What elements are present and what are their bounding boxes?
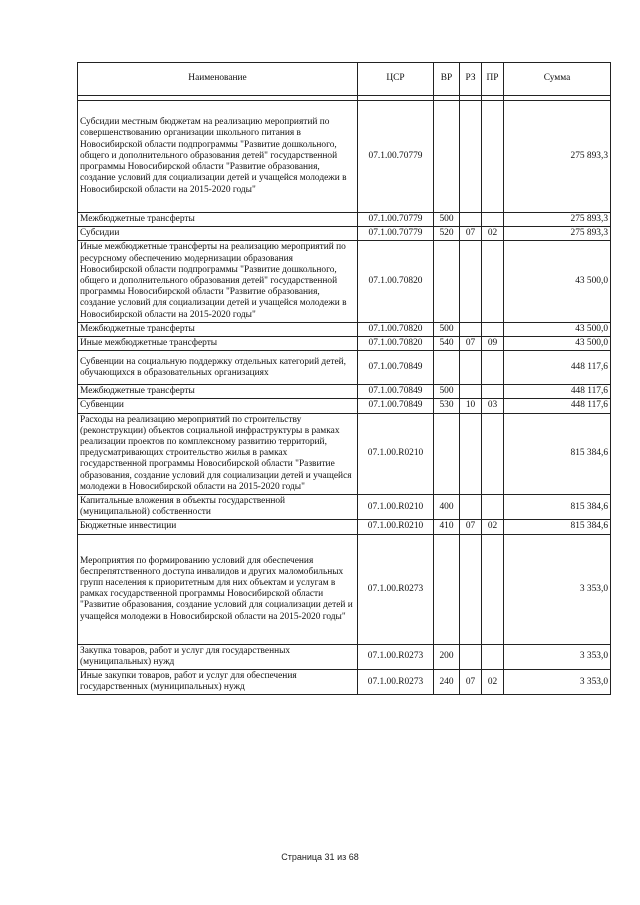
row-pr	[482, 495, 504, 520]
row-vr: 500	[434, 213, 460, 227]
row-rz: 10	[460, 399, 482, 413]
row-csr: 07.1.00.70820	[358, 337, 434, 351]
row-csr: 07.1.00.R0210	[358, 495, 434, 520]
row-sum: 815 384,6	[504, 495, 611, 520]
row-csr: 07.1.00.R0210	[358, 413, 434, 494]
row-pr: 09	[482, 337, 504, 351]
row-rz	[460, 101, 482, 213]
row-pr: 02	[482, 520, 504, 534]
row-csr: 07.1.00.70820	[358, 322, 434, 336]
table-row	[78, 322, 611, 336]
table-row	[78, 399, 611, 413]
row-sum: 815 384,6	[504, 520, 611, 534]
table-row	[78, 385, 611, 399]
row-sum: 3 353,0	[504, 644, 611, 669]
row-name: Мероприятия по формированию условий для обеспечения беспрепятственного доступа инвалидов и других маломобильных групп населения к приоритетным для них объектам и услугам в рамках государственной программы Новосибирской области "Развитие образования, создание условий для социализации детей и учащейся молодежи в Новосибирской области на 2015-2020 годы"	[78, 534, 358, 644]
row-sum: 815 384,6	[504, 413, 611, 494]
header-pr: ПР	[482, 63, 504, 96]
row-rz	[460, 644, 482, 669]
row-name: Иные межбюджетные трансферты на реализацию мероприятий по ресурсному обеспечению модернизации образования Новосибирской области подпрограммы "Развитие дошкольного, общего и дополнительного образования детей" государственной программы Новосибирской области "Развитие образования, создание условий для социализации детей и учащейся молодежи в Новосибирской области на 2015-2020 годы"	[78, 241, 358, 322]
row-vr: 200	[434, 644, 460, 669]
budget-table	[77, 62, 611, 695]
row-sum: 275 893,3	[504, 227, 611, 241]
row-rz	[460, 385, 482, 399]
row-sum: 275 893,3	[504, 101, 611, 213]
row-csr: 07.1.00.70849	[358, 351, 434, 385]
row-rz	[460, 413, 482, 494]
row-sum: 448 117,6	[504, 399, 611, 413]
row-name: Иные закупки товаров, работ и услуг для обеспечения государственных (муниципальных) нужд	[78, 670, 358, 695]
row-sum: 448 117,6	[504, 385, 611, 399]
row-rz	[460, 322, 482, 336]
row-rz: 07	[460, 670, 482, 695]
row-csr: 07.1.00.70779	[358, 227, 434, 241]
row-csr: 07.1.00.70779	[358, 213, 434, 227]
row-vr: 540	[434, 337, 460, 351]
row-pr	[482, 322, 504, 336]
header-csr: ЦСР	[358, 63, 434, 96]
row-csr: 07.1.00.70820	[358, 241, 434, 322]
row-csr: 07.1.00.70849	[358, 385, 434, 399]
table-row	[78, 644, 611, 669]
row-vr	[434, 534, 460, 644]
row-vr	[434, 241, 460, 322]
table-row	[78, 337, 611, 351]
row-pr	[482, 213, 504, 227]
row-csr: 07.1.00.R0210	[358, 520, 434, 534]
page-number-footer: Страница 31 из 68	[281, 852, 359, 862]
row-pr	[482, 241, 504, 322]
row-csr: 07.1.00.R0273	[358, 534, 434, 644]
row-name: Бюджетные инвестиции	[78, 520, 358, 534]
row-pr: 02	[482, 670, 504, 695]
document-page	[77, 62, 610, 695]
row-rz: 07	[460, 520, 482, 534]
table-body	[78, 96, 611, 695]
row-sum: 43 500,0	[504, 337, 611, 351]
header-vr: ВР	[434, 63, 460, 96]
row-sum: 3 353,0	[504, 670, 611, 695]
row-rz	[460, 495, 482, 520]
table-row	[78, 495, 611, 520]
row-sum: 3 353,0	[504, 534, 611, 644]
row-pr	[482, 413, 504, 494]
row-vr: 520	[434, 227, 460, 241]
row-rz: 07	[460, 337, 482, 351]
table-row	[78, 520, 611, 534]
row-name: Субвенции	[78, 399, 358, 413]
row-pr: 03	[482, 399, 504, 413]
table-row	[78, 351, 611, 385]
row-rz	[460, 241, 482, 322]
table-row	[78, 413, 611, 494]
row-vr: 530	[434, 399, 460, 413]
row-sum: 43 500,0	[504, 322, 611, 336]
table-row	[78, 213, 611, 227]
row-rz	[460, 534, 482, 644]
row-pr	[482, 351, 504, 385]
table-row	[78, 670, 611, 695]
row-pr	[482, 101, 504, 213]
row-sum: 448 117,6	[504, 351, 611, 385]
row-pr	[482, 644, 504, 669]
row-vr: 500	[434, 385, 460, 399]
header-rz: РЗ	[460, 63, 482, 96]
row-rz	[460, 351, 482, 385]
row-csr: 07.1.00.70849	[358, 399, 434, 413]
row-rz	[460, 213, 482, 227]
row-vr: 500	[434, 322, 460, 336]
row-pr: 02	[482, 227, 504, 241]
row-name: Межбюджетные трансферты	[78, 213, 358, 227]
row-vr: 240	[434, 670, 460, 695]
row-vr	[434, 413, 460, 494]
table-row	[78, 101, 611, 213]
row-vr: 400	[434, 495, 460, 520]
row-vr	[434, 351, 460, 385]
row-name: Субсидии	[78, 227, 358, 241]
row-name: Капитальные вложения в объекты государственной (муниципальной) собственности	[78, 495, 358, 520]
header-sum: Сумма	[504, 63, 611, 96]
table-row	[78, 534, 611, 644]
row-rz: 07	[460, 227, 482, 241]
row-vr: 410	[434, 520, 460, 534]
row-name: Субвенции на социальную поддержку отдельных категорий детей, обучающихся в образовательных организациях	[78, 351, 358, 385]
table-header-row	[78, 63, 611, 96]
header-name: Наименование	[78, 63, 358, 96]
table-row	[78, 241, 611, 322]
row-vr	[434, 101, 460, 213]
row-csr: 07.1.00.R0273	[358, 644, 434, 669]
table-row	[78, 227, 611, 241]
row-sum: 43 500,0	[504, 241, 611, 322]
row-name: Закупка товаров, работ и услуг для государственных (муниципальных) нужд	[78, 644, 358, 669]
row-name: Межбюджетные трансферты	[78, 322, 358, 336]
row-pr	[482, 534, 504, 644]
row-sum: 275 893,3	[504, 213, 611, 227]
row-name: Межбюджетные трансферты	[78, 385, 358, 399]
row-pr	[482, 385, 504, 399]
row-csr: 07.1.00.R0273	[358, 670, 434, 695]
row-csr: 07.1.00.70779	[358, 101, 434, 213]
row-name: Субсидии местным бюджетам на реализацию мероприятий по совершенствованию организации школьного питания в Новосибирской области подпрограммы "Развитие дошкольного, общего и дополнительного образования детей" государственной программы Новосибирской области "Развитие образования, создание условий для социализации детей и учащейся молодежи в Новосибирской области на 2015-2020 годы"	[78, 101, 358, 213]
row-name: Иные межбюджетные трансферты	[78, 337, 358, 351]
row-name: Расходы на реализацию мероприятий по строительству (реконструкции) объектов социальной инфраструктуры в рамках реализации проектов по комплексному развитию территорий, предусматривающих строительство жилья в рамках государственной программы Новосибирской области "Развитие образования, создание условий для социализации детей и учащейся молодежи в Новосибирской области на 2015-2020 годы"	[78, 413, 358, 494]
